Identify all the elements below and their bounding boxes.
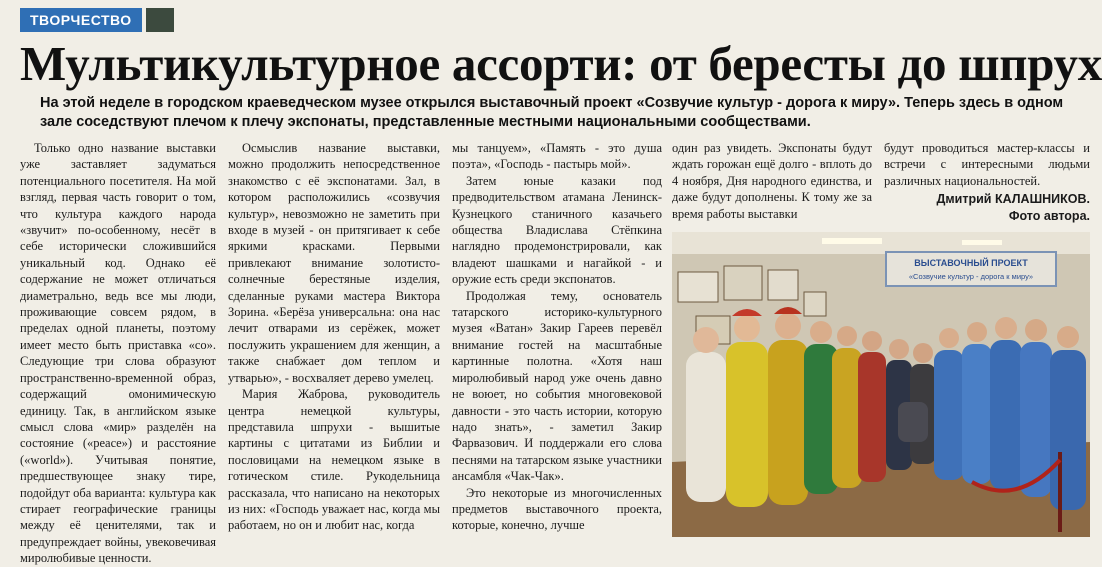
paragraph: Это некоторые из многочисленных предметов выставочного проекта, которые, конечно, лучше	[452, 485, 662, 533]
article-column-5	[884, 140, 1090, 224]
paragraph: будут проводиться мастер-классы и встречи с интересными людьми различных национальностей.	[884, 141, 1090, 188]
article-column-3	[452, 140, 662, 534]
paragraph: Осмыслив название выставки, можно продолжить непосредственное знакомство с её экспонатами. Зал, в котором расположились «созвучия культур», невозможно не заметить при входе в музей - он притягивает к себе яркими красками. Первыми привлекают внимание золотисто-солнечные берестяные изделия, сделанные руками мастера Виктора Зорина. «Берёза универсальна: она нас лечит отварами из серёжек, может послужить украшением для женщин, а также снабжает дом теплом и утварью», - восхваляет дерево умелец.	[228, 141, 440, 385]
rubric-label: ТВОРЧЕСТВО	[20, 8, 142, 32]
author-signature: Дмитрий КАЛАШНИКОВ.	[936, 192, 1090, 207]
article-column-4	[672, 140, 872, 222]
paragraph: один раз увидеть. Экспонаты будут ждать горожан ещё долго - вплоть до 4 ноября, Дня народного единства, и даже будут дополнены. К тому же за время работы выставки	[672, 141, 872, 221]
headline: Мультикультурное ассорти: от бересты до шпрух	[20, 36, 1102, 91]
paragraph: Продолжая тему, основатель татарского историко-культурного музея «Ватан» Закир Гареев перевёл внимание гостей на масштабные картинные полотна. «Хотя наш миролюбивый народ уже очень давно не воюет, но события многовековой давности - это часть истории, которую надо знать», - заметил Закир Фарвазович. И поддержали его слова песнями на татарском языке участники ансамбля «Чак-Чак».	[452, 288, 662, 484]
paragraph: Мария Жаброва, руководитель центра немецкой культуры, представила шпрухи - вышитые картины с цитатами из Библии и пословицами на немецком языке в готическом стиле. Рукодельница рассказала, что написано на некоторых из них: «Господь уважает нас, когда мы работаем, но он и любит нас, когда	[228, 387, 440, 533]
rubric-decoration	[146, 8, 174, 32]
paragraph: Только одно название выставки уже заставляет задуматься потенциального посетителя. На мой взгляд, первая часть говорит о том, что культура каждого народа «звучит» по-особенному, несёт в себе исторически сложившийся уникальный код. Однако её содержание не может отличаться диаметрально, ведь все мы люди, проживающие совсем рядом, в пределах одной планеты, поэтому имеет место быть приставка «со». Следующие три слова образуют пространственно-временной образ, содержащий омонимическую единицу. Так, в английском языке смысл слова «мир» разделён на состояние («peace») и расстояние («world»). Учитывая понятие, предшествующее знаку тире, подойдут оба варианта: культура как стирает географические границы между её ценителями, так и предупреждает войны, увековечивая миролюбивые ценности.	[20, 141, 216, 566]
article-column-2	[228, 140, 440, 534]
exhibition-photo	[672, 232, 1090, 537]
photo-credit: Фото автора.	[1008, 208, 1090, 223]
lead-paragraph: На этой неделе в городском краеведческом музее открылся выставочный проект «Созвучие культур - дорога к миру». Теперь здесь в одном зале соседствуют плечом к плечу экспонаты, представленные местными национальными сообществами.	[40, 95, 1064, 130]
paragraph: мы танцуем», «Память - это душа поэта», «Господь - пастырь мой».	[452, 141, 662, 172]
banner-title: ВЫСТАВОЧНЫЙ ПРОЕКТ	[914, 258, 1028, 268]
article-column-1	[20, 140, 216, 567]
banner-subtitle: «Созвучие культур - дорога к миру»	[908, 272, 1034, 281]
paragraph: Затем юные казаки под предводительством атамана Ленинск-Кузнецкого станичного казачьего общества Владислава Стёпкина наглядно продемонстрировали, как владеют шашками и нагайкой - и оружие есть среди экспонатов.	[452, 173, 662, 287]
